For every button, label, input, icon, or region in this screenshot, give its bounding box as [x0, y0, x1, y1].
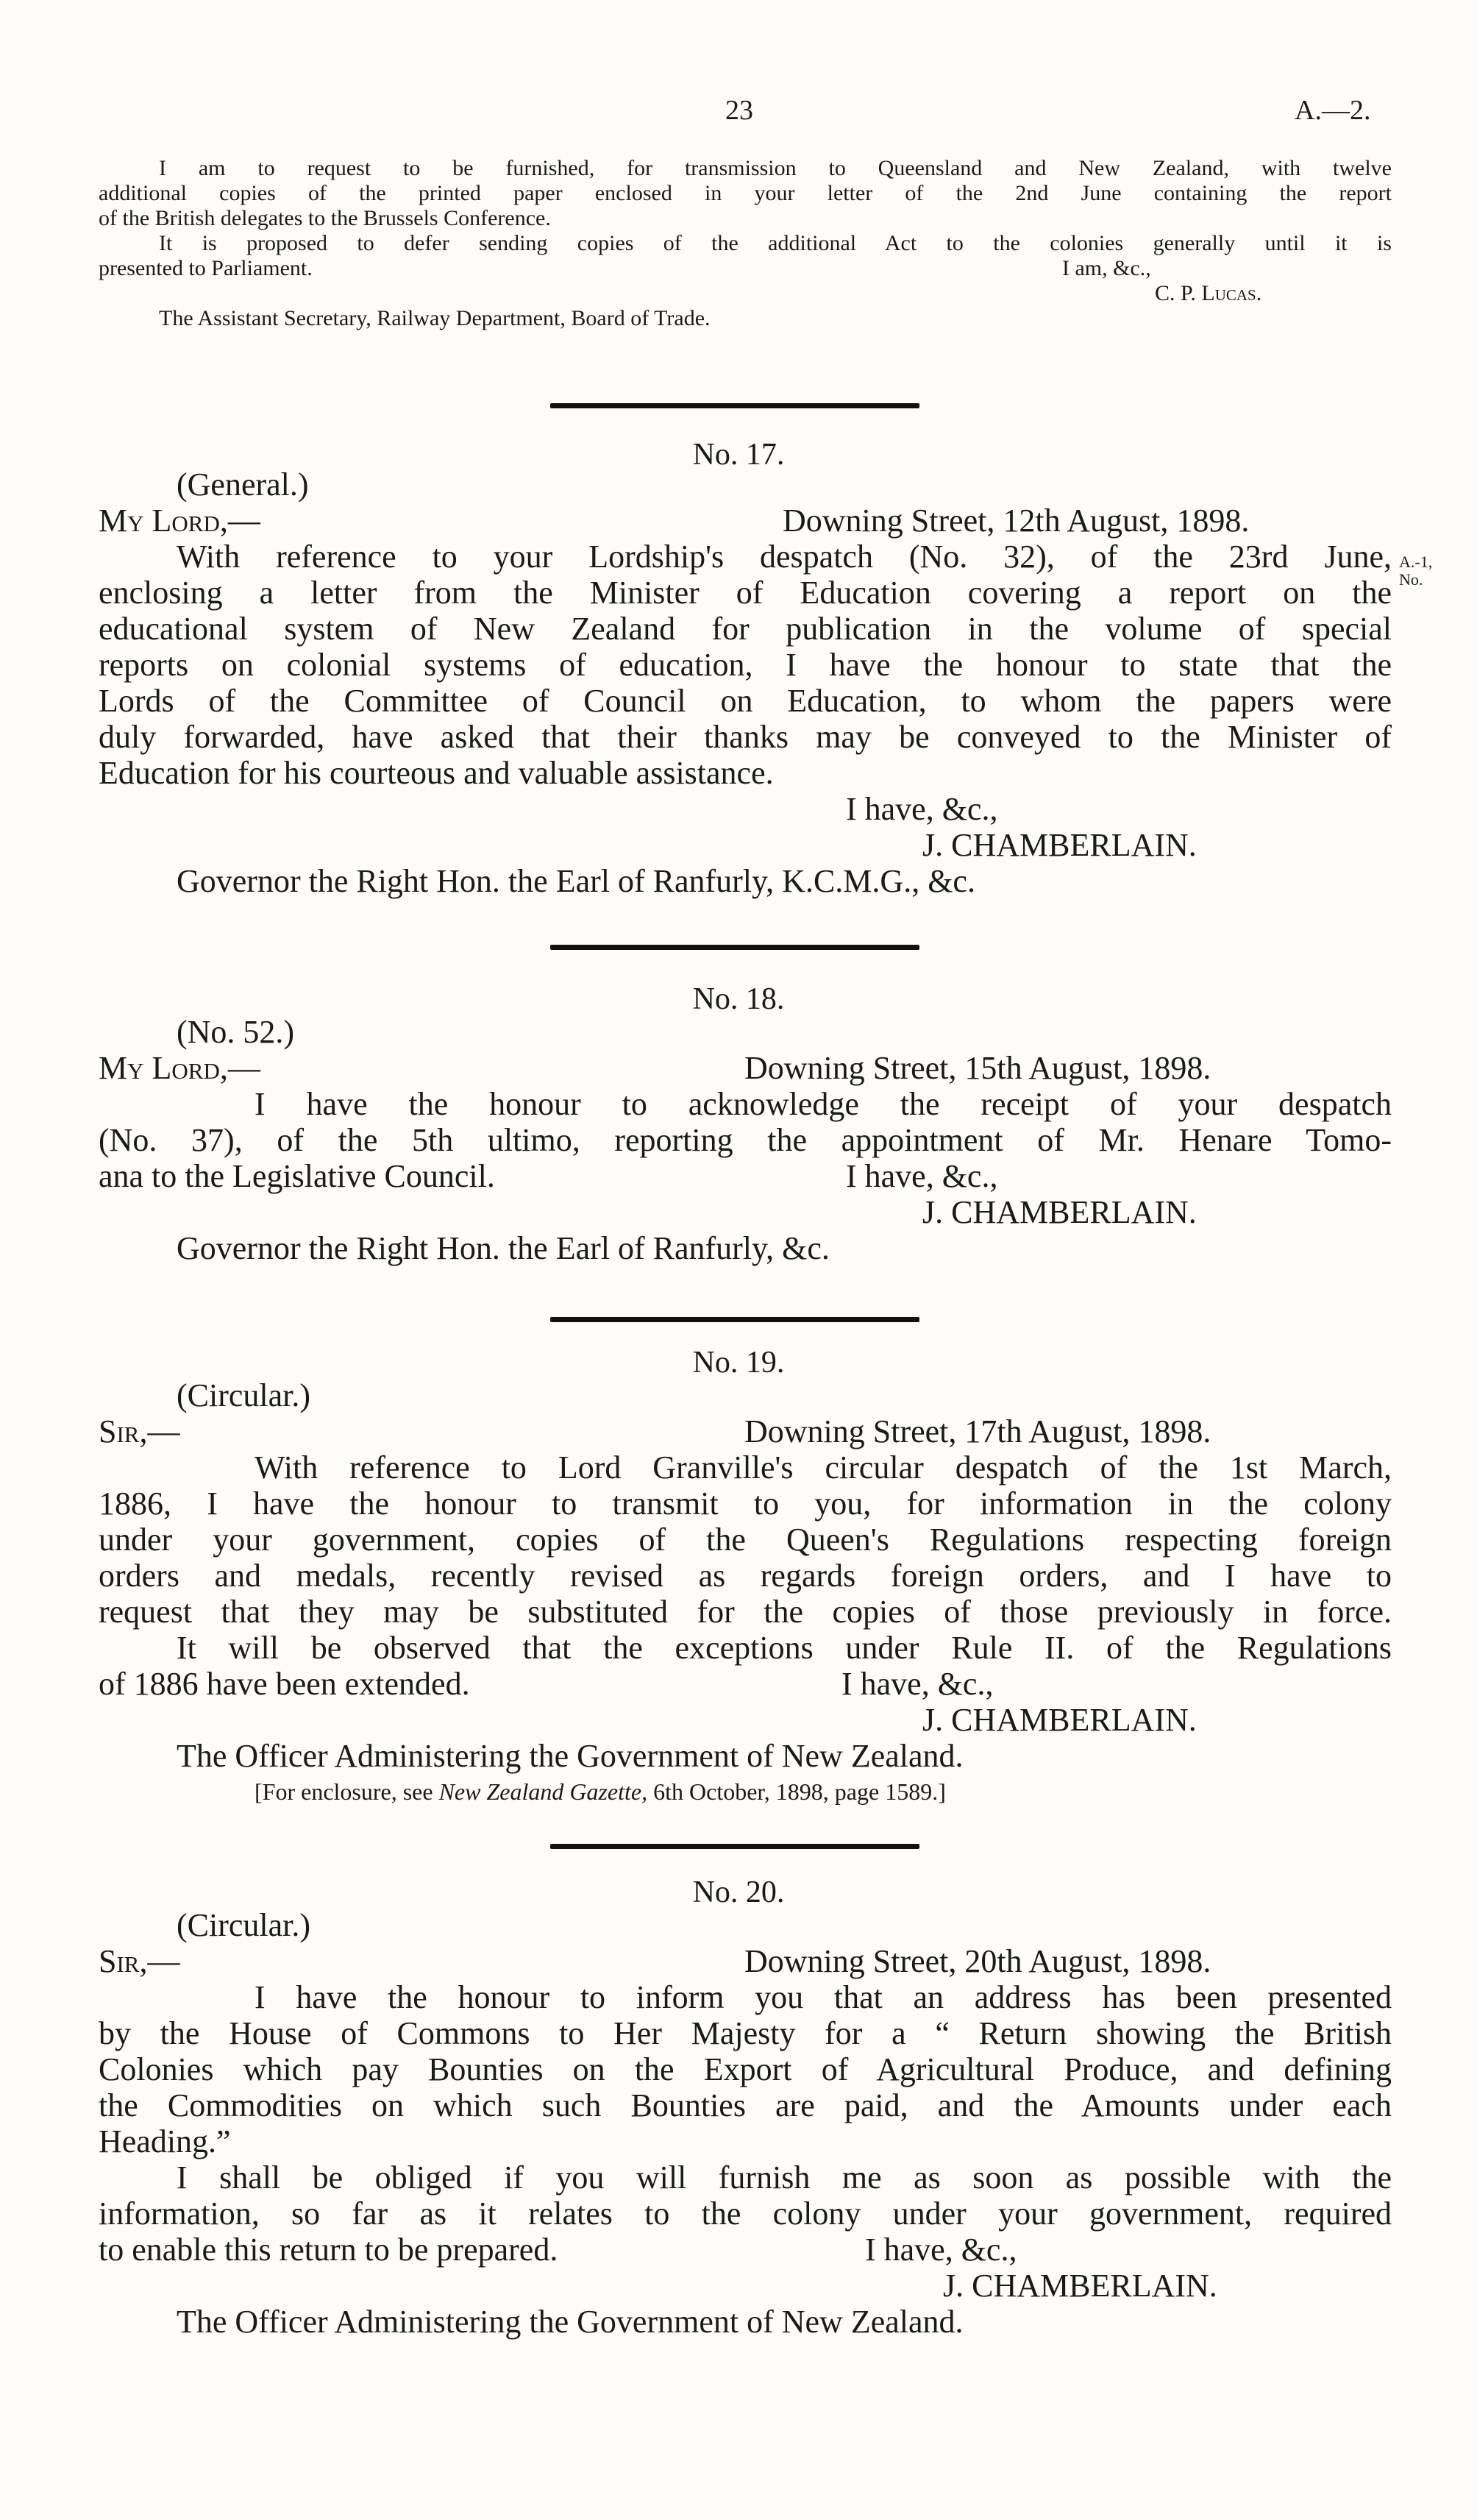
addressee: The Assistant Secretary, Railway Department, Board of Trade.	[159, 306, 711, 330]
paragraph-line: I have the honour to acknowledge the receipt of your despatch	[255, 1086, 1392, 1122]
closing: I have, &c.,	[846, 1158, 998, 1194]
paragraph-line: It will be observed that the exceptions under Rule II. of the Regulations	[177, 1630, 1392, 1666]
place-date: Downing Street, 12th August, 1898.	[783, 503, 1250, 539]
paragraph-line: presented to Parliament.	[99, 256, 313, 280]
gazette-title: New Zealand Gazette,	[438, 1778, 648, 1805]
letter-16-tail	[99, 156, 1392, 331]
salutation: Sir,—	[99, 1413, 180, 1449]
margin-reference	[1399, 553, 1432, 589]
paragraph-line: additional copies of the printed paper enclosed in your letter of the 2nd June containing the report	[99, 181, 1392, 205]
letter-no-19	[99, 1377, 1392, 1809]
paragraph-line: Colonies which pay Bounties on the Export of Agricultural Produce, and defining	[99, 2051, 1392, 2087]
section-divider	[550, 403, 919, 408]
paragraph-line: (No. 37), of the 5th ultimo, reporting the appointment of Mr. Henare Tomo-	[99, 1122, 1392, 1158]
salutation: My Lord,—	[99, 503, 260, 539]
signature: J. CHAMBERLAIN.	[922, 1702, 1197, 1738]
paragraph-line: request that they may be substituted for the copies of those previously in force.	[99, 1594, 1392, 1630]
addressee: The Officer Administering the Government of New Zealand.	[177, 1738, 964, 1774]
section-heading: No. 17.	[692, 438, 785, 472]
designation: (No. 52.)	[177, 1014, 295, 1050]
paragraph-line: 1886, I have the honour to transmit to you, for information in the colony	[99, 1486, 1392, 1522]
signature: J. CHAMBERLAIN.	[922, 1194, 1197, 1230]
closing: I have, &c.,	[841, 1666, 994, 1702]
paragraph-line: to enable this return to be prepared.	[99, 2232, 558, 2268]
paragraph-line: With reference to Lord Granville's circular despatch of the 1st March,	[255, 1449, 1392, 1486]
designation: (General.)	[177, 466, 309, 503]
section-divider	[550, 1317, 919, 1322]
place-date: Downing Street, 20th August, 1898.	[744, 1943, 1211, 1979]
salutation: My Lord,—	[99, 1050, 260, 1086]
paragraph-line: educational system of New Zealand for publication in the volume of special	[99, 611, 1392, 647]
section-heading: No. 18.	[692, 982, 785, 1016]
paragraph-line: of the British delegates to the Brussels Conference.	[99, 206, 551, 230]
paragraph-line: ana to the Legislative Council.	[99, 1158, 495, 1194]
paragraph-line: duly forwarded, have asked that their thanks may be conveyed to the Minister of	[99, 719, 1392, 755]
signature: C. P. Lucas.	[1155, 281, 1262, 305]
signature: J. CHAMBERLAIN.	[943, 2268, 1217, 2304]
paragraph-line: It is proposed to defer sending copies of the additional Act to the colonies generally until it is	[159, 231, 1392, 255]
letter-no-18	[99, 1014, 1392, 1266]
letter-no-20	[99, 1907, 1392, 2340]
closing: I am, &c.,	[1062, 256, 1151, 280]
place-date: Downing Street, 17th August, 1898.	[744, 1413, 1211, 1449]
addressee: Governor the Right Hon. the Earl of Ranfurly, K.C.M.G., &c.	[177, 863, 975, 899]
section-divider	[550, 945, 919, 950]
letter-no-17	[99, 466, 1392, 899]
margin-reference-line: No.	[1399, 570, 1423, 589]
paragraph-line: by the House of Commons to Her Majesty for a “ Return showing the British	[99, 2015, 1392, 2051]
paragraph-line: enclosing a letter from the Minister of Education covering a report on the	[99, 575, 1392, 611]
margin-reference-line: A.-1,	[1399, 553, 1433, 571]
place-date: Downing Street, 15th August, 1898.	[744, 1050, 1211, 1086]
signature: J. CHAMBERLAIN.	[922, 827, 1197, 863]
designation: (Circular.)	[177, 1377, 311, 1413]
addressee: The Officer Administering the Government of New Zealand.	[177, 2304, 964, 2340]
section-divider	[550, 1844, 919, 1849]
paragraph-line: I have the honour to inform you that an address has been presented	[255, 1979, 1392, 2015]
section-heading: No. 19.	[692, 1346, 785, 1380]
paragraph-line: Heading.”	[99, 2123, 231, 2159]
enclosure-note	[99, 1774, 1392, 1809]
paragraph-line: under your government, copies of the Queen's Regulations respecting foreign	[99, 1522, 1392, 1558]
closing: I have, &c.,	[865, 2232, 1017, 2268]
paragraph-line: the Commodities on which such Bounties are paid, and the Amounts under each	[99, 2087, 1392, 2123]
addressee: Governor the Right Hon. the Earl of Ranfurly, &c.	[177, 1230, 830, 1266]
designation: (Circular.)	[177, 1907, 311, 1943]
document-reference: A.—2.	[1295, 95, 1371, 126]
salutation: Sir,—	[99, 1943, 180, 1979]
enclosure-note-suffix: 6th October, 1898, page 1589.]	[653, 1778, 946, 1805]
paragraph-line: I am to request to be furnished, for transmission to Queensland and New Zealand, with twelve	[159, 156, 1392, 180]
paragraph-line: orders and medals, recently revised as regards foreign orders, and I have to	[99, 1558, 1392, 1594]
paragraph-line: With reference to your Lordship's despatch (No. 32), of the 23rd June,	[177, 539, 1392, 575]
closing: I have, &c.,	[846, 791, 998, 827]
paragraph-line: Lords of the Committee of Council on Education, to whom the papers were	[99, 683, 1392, 719]
page-number: 23	[725, 95, 753, 126]
paragraph-line: information, so far as it relates to the colony under your government, required	[99, 2196, 1392, 2232]
section-heading: No. 20.	[692, 1875, 785, 1909]
paragraph-line: I shall be obliged if you will furnish me as soon as possible with the	[177, 2159, 1392, 2196]
paragraph-line: reports on colonial systems of education, I have the honour to state that the	[99, 647, 1392, 683]
paragraph-line: of 1886 have been extended.	[99, 1666, 470, 1702]
enclosure-note-prefix: [For enclosure, see	[255, 1778, 433, 1805]
paragraph-line: Education for his courteous and valuable assistance.	[99, 755, 774, 791]
